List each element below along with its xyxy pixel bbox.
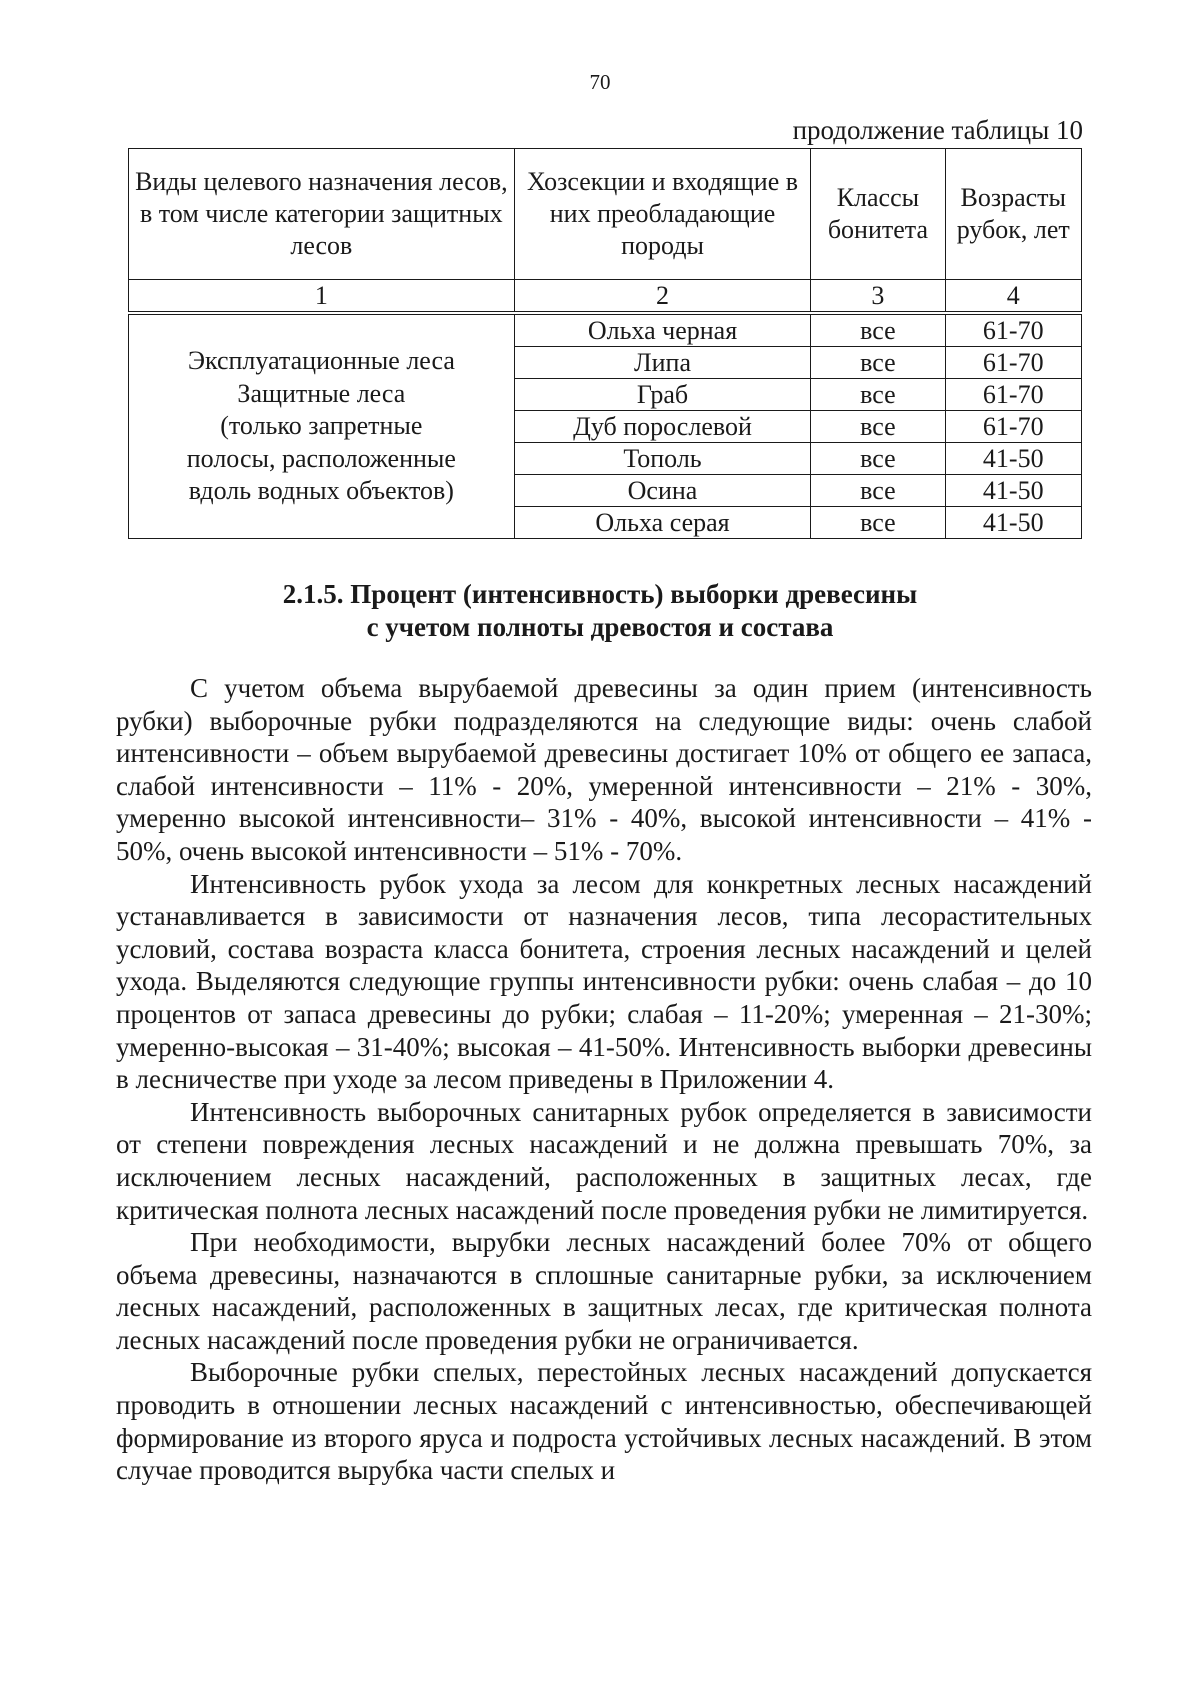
paragraph: Выборочные рубки спелых, перестойных лесных насаждений допускается проводить в отношении лесных насаждений с интенсивностью, обеспечивающей формирование из второго яруса и подроста устойчивых лесных насаждений. В этом случае проводится вырубка части спелых и <box>116 1357 1092 1486</box>
class-cell: все <box>811 475 945 507</box>
age-cell: 41-50 <box>945 507 1081 539</box>
class-cell: все <box>811 313 945 347</box>
class-cell: все <box>811 507 945 539</box>
felling-age-table <box>128 148 1082 539</box>
header-bonitet-class: Классы бонитета <box>811 149 945 280</box>
header-species: Хозсекции и входящие в них преобладающие породы <box>514 149 811 280</box>
table-row <box>129 313 1082 347</box>
age-cell: 41-50 <box>945 443 1081 475</box>
class-cell: все <box>811 347 945 379</box>
section-heading-line: 2.1.5. Процент (интенсивность) выборки древесины <box>282 579 918 609</box>
category-line: полосы, расположенные <box>186 443 456 473</box>
species-cell: Тополь <box>514 443 811 475</box>
category-line: вдоль водных объектов) <box>188 476 454 506</box>
column-number: 4 <box>945 280 1081 314</box>
paragraph: Интенсивность рубок ухода за лесом для конкретных лесных насаждений устанавливается в зависимости от назначения лесов, типа лесорастительных условий, состава возраста класса бонитета, строения лесных насаждений и целей ухода. Выделяются следующие группы интенсивности рубки: очень слабая – до 10 процентов от запаса древесины до рубки; слабая – 11-20%; умеренная – 21-30%; умеренно-высокая – 31-40%; высокая – 41-50%. Интенсивность выборки древесины в лесничестве при уходе за лесом приведены в Приложении 4. <box>116 868 1092 1095</box>
age-cell: 61-70 <box>945 313 1081 347</box>
age-cell: 41-50 <box>945 475 1081 507</box>
category-line: (только запретные <box>220 411 423 441</box>
header-forest-purpose: Виды целевого назначения лесов, в том числе категории защитных лесов <box>129 149 515 280</box>
species-cell: Ольха серая <box>514 507 811 539</box>
column-number: 2 <box>514 280 811 314</box>
column-number: 3 <box>811 280 945 314</box>
age-cell: 61-70 <box>945 347 1081 379</box>
paragraph: С учетом объема вырубаемой древесины за один прием (интенсивность рубки) выборочные рубки подразделяются на следующие виды: очень слабой интенсивности – объем вырубаемой древесины достигает 10% от общего ее запаса, слабой интенсивности – 11% - 20%, умеренной интенсивности – 21% - 30%, умеренно высокой интенсивности– 31% - 40%, высокой интенсивности – 41% - 50%, очень высокой интенсивности – 51% - 70%. <box>116 673 1092 866</box>
forest-category-cell <box>129 313 515 539</box>
table-header-row <box>129 149 1082 280</box>
column-number: 1 <box>129 280 515 314</box>
category-line: Эксплуатационные леса <box>187 346 455 376</box>
age-cell: 61-70 <box>945 379 1081 411</box>
species-cell: Ольха черная <box>514 313 811 347</box>
header-felling-age: Возрасты рубок, лет <box>945 149 1081 280</box>
page-number: 70 <box>589 70 611 94</box>
species-cell: Осина <box>514 475 811 507</box>
species-cell: Граб <box>514 379 811 411</box>
class-cell: все <box>811 379 945 411</box>
class-cell: все <box>811 443 945 475</box>
section-heading-line: с учетом полноты древостоя и состава <box>366 612 834 642</box>
section-heading <box>0 578 1200 644</box>
paragraph: При необходимости, вырубки лесных насаждений более 70% от общего объема древесины, назначаются в сплошные санитарные рубки, за исключением лесных насаждений, расположенных в защитных лесах, где критическая полнота лесных насаждений после проведения рубки не ограничивается. <box>116 1227 1092 1355</box>
species-cell: Дуб порослевой <box>514 411 811 443</box>
column-number-row <box>129 280 1082 314</box>
class-cell: все <box>811 411 945 443</box>
category-line: Защитные леса <box>237 378 406 408</box>
table-caption: продолжение таблицы 10 <box>792 115 1083 145</box>
paragraph: Интенсивность выборочных санитарных рубок определяется в зависимости от степени повреждения лесных насаждений и не должна превышать 70%, за исключением лесных насаждений, расположенных в защитных лесах, где критическая полнота лесных насаждений после проведения рубки не лимитируется. <box>116 1096 1092 1225</box>
body-text <box>116 672 1092 1487</box>
age-cell: 61-70 <box>945 411 1081 443</box>
species-cell: Липа <box>514 347 811 379</box>
